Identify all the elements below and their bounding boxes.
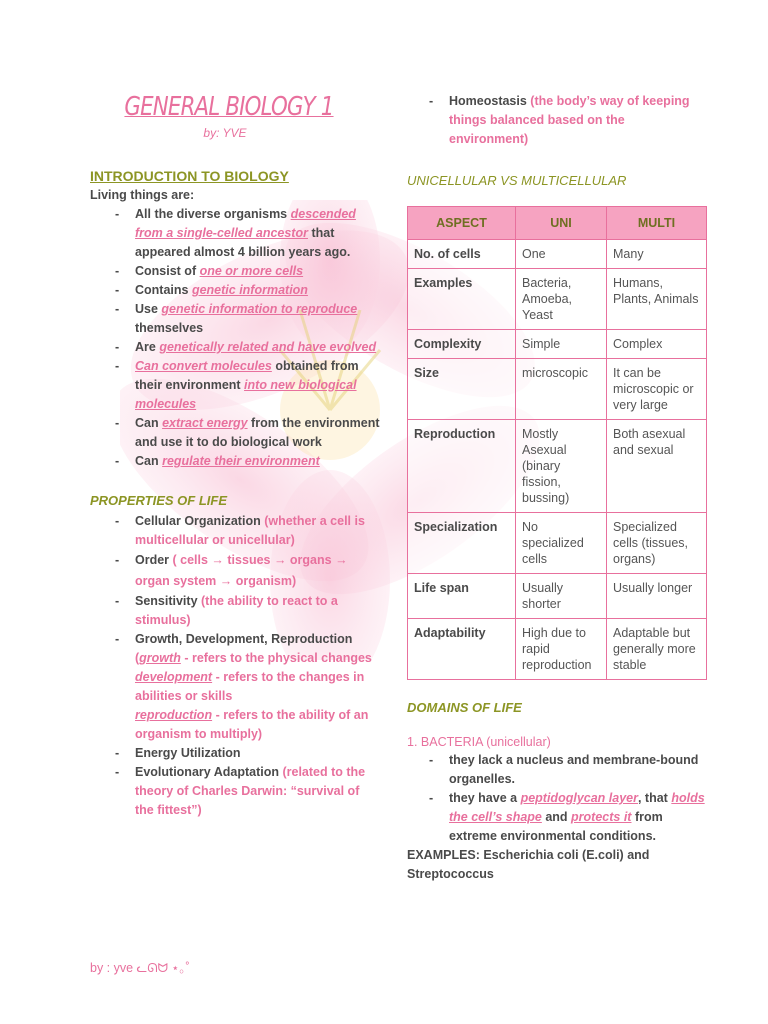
list-item: - Are genetically related and have evolved [115, 338, 380, 357]
table-row: Reproduction Mostly Asexual (binary fission, bussing) Both asexual and sexual [408, 420, 707, 513]
list-item: - Sensitivity (the ability to react to a stimulus) [115, 592, 380, 630]
table-row: Complexity Simple Complex [408, 330, 707, 359]
column-header: ASPECT [408, 207, 516, 240]
table-row: Adaptability High due to rapid reproduction Adaptable but generally more stable [408, 619, 707, 680]
bacteria-heading: 1. BACTERIA (unicellular) [407, 735, 551, 749]
table-row: No. of cells One Many [408, 240, 707, 269]
page-title: GENERAL BIOLOGY 1 [124, 92, 334, 122]
column-header: UNI [516, 207, 607, 240]
bacteria-list [407, 751, 707, 846]
intro-lead: Living things are: [90, 188, 195, 202]
footer-signature: by : yve ᓚᘏᗢ ⋆｡˚ [90, 961, 190, 975]
list-item: - Cellular Organization (whether a cell is multicellular or unicellular) [115, 512, 380, 550]
table-row: Specialization No specialized cells Specialized cells (tissues, organs) [408, 513, 707, 574]
list-item: - All the diverse organisms descended from a single-celled ancestor that appeared almost 4 billion years ago. [115, 205, 380, 262]
properties-heading: PROPERTIES OF LIFE [90, 493, 228, 508]
list-item: - Consist of one or more cells [115, 262, 380, 281]
right-column [407, 92, 707, 884]
table-row: Examples Bacteria, Amoeba, Yeast Humans, Plants, Animals [408, 269, 707, 330]
list-item: - they have a peptidoglycan layer, that holds the cell’s shape and protects it from extreme environmental conditions. [429, 789, 707, 846]
comparison-heading: UNICELLULAR VS MULTICELLULAR [407, 173, 627, 188]
list-item: - Homeostasis (the body’s way of keeping things balanced based on the environment) [429, 92, 707, 149]
column-header: MULTI [607, 207, 707, 240]
table-row: Life span Usually shorter Usually longer [408, 574, 707, 619]
list-item: - Order ( cells → tissues → organs → organ system → organism) [115, 550, 380, 592]
list-item: - Can regulate their environment [115, 452, 380, 471]
table-row: Size microscopic It can be microscopic or very large [408, 359, 707, 420]
table-header-row [408, 207, 707, 240]
left-column [90, 92, 380, 820]
list-item: - Can convert molecules obtained from their environment into new biological molecules [115, 357, 380, 414]
homeostasis-list [407, 92, 707, 149]
list-item: - Evolutionary Adaptation (related to the theory of Charles Darwin: “survival of the fittest”) [115, 763, 380, 820]
properties-list [90, 512, 380, 820]
list-item: - Can extract energy from the environment and use it to do biological work [115, 414, 380, 452]
list-item: - Use genetic information to reproduce themselves [115, 300, 380, 338]
author-byline: by: YVE [203, 126, 247, 140]
list-item: - Energy Utilization [115, 744, 380, 763]
list-item: - Contains genetic information [115, 281, 380, 300]
intro-list [90, 205, 380, 471]
list-item: - Growth, Development, Reproduction (growth - refers to the physical changes development - refers to the changes in abilities or skills reproduction - refers to the ability of an organism to multiply) [115, 630, 380, 744]
bacteria-examples: EXAMPLES: Escherichia coli (E.coli) and Streptococcus [407, 848, 650, 881]
intro-heading: INTRODUCTION TO BIOLOGY [90, 168, 289, 184]
list-item: - they lack a nucleus and membrane-bound organelles. [429, 751, 707, 789]
domains-heading: DOMAINS OF LIFE [407, 700, 522, 715]
comparison-table [407, 206, 707, 680]
